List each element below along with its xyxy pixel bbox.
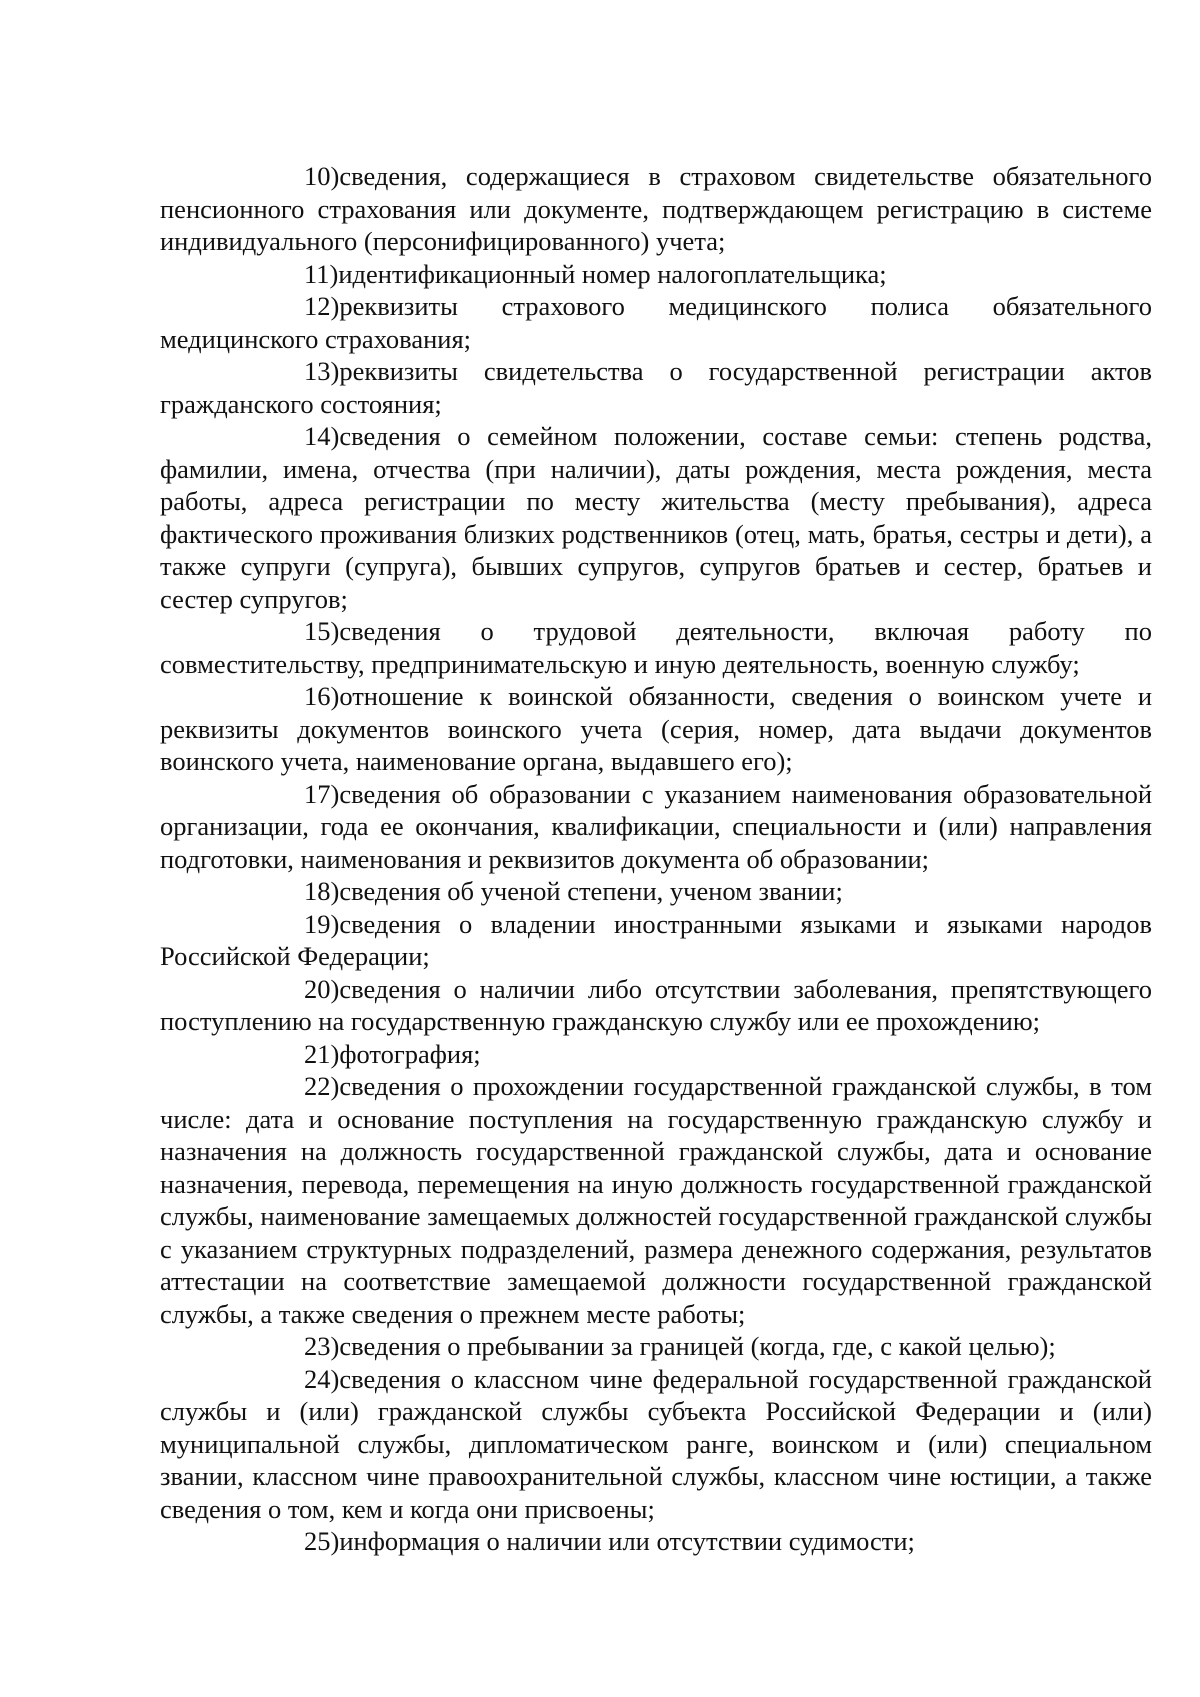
list-item (160, 1525, 1152, 1558)
item-number: 10) (304, 161, 340, 191)
item-text: реквизиты свидетельства о государственной регистрации актов гражданского состояния; (160, 356, 1152, 419)
item-text: сведения о владении иностранными языками и языками народов Российской Федерации; (160, 908, 1152, 971)
list-item (160, 680, 1152, 778)
list-item (160, 290, 1152, 355)
item-number: 21) (304, 1038, 340, 1069)
document-body (160, 160, 1152, 1558)
list-item (160, 355, 1152, 420)
item-text: сведения об образовании с указанием наименования образовательной организации, года ее окончания, квалификации, специальности и (или) направления подготовки, наименования и реквизитов документа об образовании; (160, 778, 1152, 874)
item-text: сведения о классном чине федеральной государственной гражданской службы и (или) гражданской службы субъекта Российской Федерации и (или) муниципальной службы, дипломатическом ранге, воинском и (или) специальном звании, классном чине правоохранительной службы, классном чине юстиции, а также сведения о том, кем и когда они присвоены; (160, 1363, 1152, 1524)
item-text: сведения о прохождении государственной гражданской службы, в том числе: дата и основание поступления на государственную гражданскую службу и назначения на должность государственной гражданской службы, дата и основание назначения, перевода, перемещения на иную должность государственной гражданской службы, наименование замещаемых должностей государственной гражданской службы с указанием структурных подразделений, размера денежного содержания, результатов аттестации на соответствие замещаемой должности государственной гражданской службы, а также сведения о прежнем месте работы; (160, 1071, 1152, 1329)
item-text: отношение к воинской обязанности, сведения о воинском учете и реквизиты документов воинского учета (серия, номер, дата выдачи документов воинского учета, наименование органа, выдавшего его); (160, 681, 1152, 776)
item-number: 11) (304, 258, 339, 289)
item-number: 16) (304, 681, 340, 711)
list-item (160, 1330, 1152, 1363)
list-item (160, 1363, 1152, 1526)
list-item (160, 875, 1152, 908)
item-text: сведения о семейном положении, составе семьи: степень родства, фамилии, имена, отчества (при наличии), даты рождения, места рождения, места работы, адреса регистрации по месту жительства (месту пребывания), адреса фактического проживания близких родственников (отец, мать, братья, сестры и дети), а также супруги (супруга), бывших супругов, супругов братьев и сестер, братьев и сестер супругов; (160, 421, 1152, 614)
item-number: 18) (304, 876, 340, 906)
item-number: 15) (304, 616, 340, 646)
item-text: сведения о наличии либо отсутствии заболевания, препятствующего поступлению на государственную гражданскую службу или ее прохождению; (160, 973, 1152, 1036)
item-number: 17) (304, 778, 340, 809)
item-text: сведения об ученой степени, ученом звании; (339, 876, 843, 906)
item-text: информация о наличии или отсутствии судимости; (339, 1526, 915, 1556)
item-number: 20) (304, 973, 340, 1004)
item-number: 24) (304, 1363, 340, 1394)
item-text: сведения о пребывании за границей (когда, где, с какой целью); (339, 1331, 1056, 1361)
item-number: 14) (304, 421, 340, 451)
list-item (160, 615, 1152, 680)
item-number: 13) (304, 356, 340, 386)
item-text: идентификационный номер налогоплательщика; (338, 258, 887, 289)
item-number: 25) (304, 1526, 340, 1556)
list-item (160, 160, 1152, 258)
item-number: 12) (304, 291, 340, 321)
list-item (160, 258, 1152, 291)
list-item (160, 420, 1152, 615)
list-item (160, 1038, 1152, 1071)
list-item (160, 1070, 1152, 1330)
list-item (160, 778, 1152, 876)
item-number: 23) (304, 1331, 340, 1361)
item-text: сведения, содержащиеся в страховом свидетельстве обязательного пенсионного страхования или документе, подтверждающем регистрацию в системе индивидуального (персонифицированного) учета; (160, 161, 1152, 256)
list-item (160, 973, 1152, 1038)
item-text: сведения о трудовой деятельности, включая работу по совместительству, предпринимательскую и иную деятельность, военную службу; (160, 616, 1152, 679)
item-number: 22) (304, 1071, 340, 1101)
item-number: 19) (304, 908, 340, 939)
item-text: реквизиты страхового медицинского полиса обязательного медицинского страхования; (160, 291, 1152, 354)
list-item (160, 908, 1152, 973)
item-text: фотография; (339, 1038, 481, 1069)
